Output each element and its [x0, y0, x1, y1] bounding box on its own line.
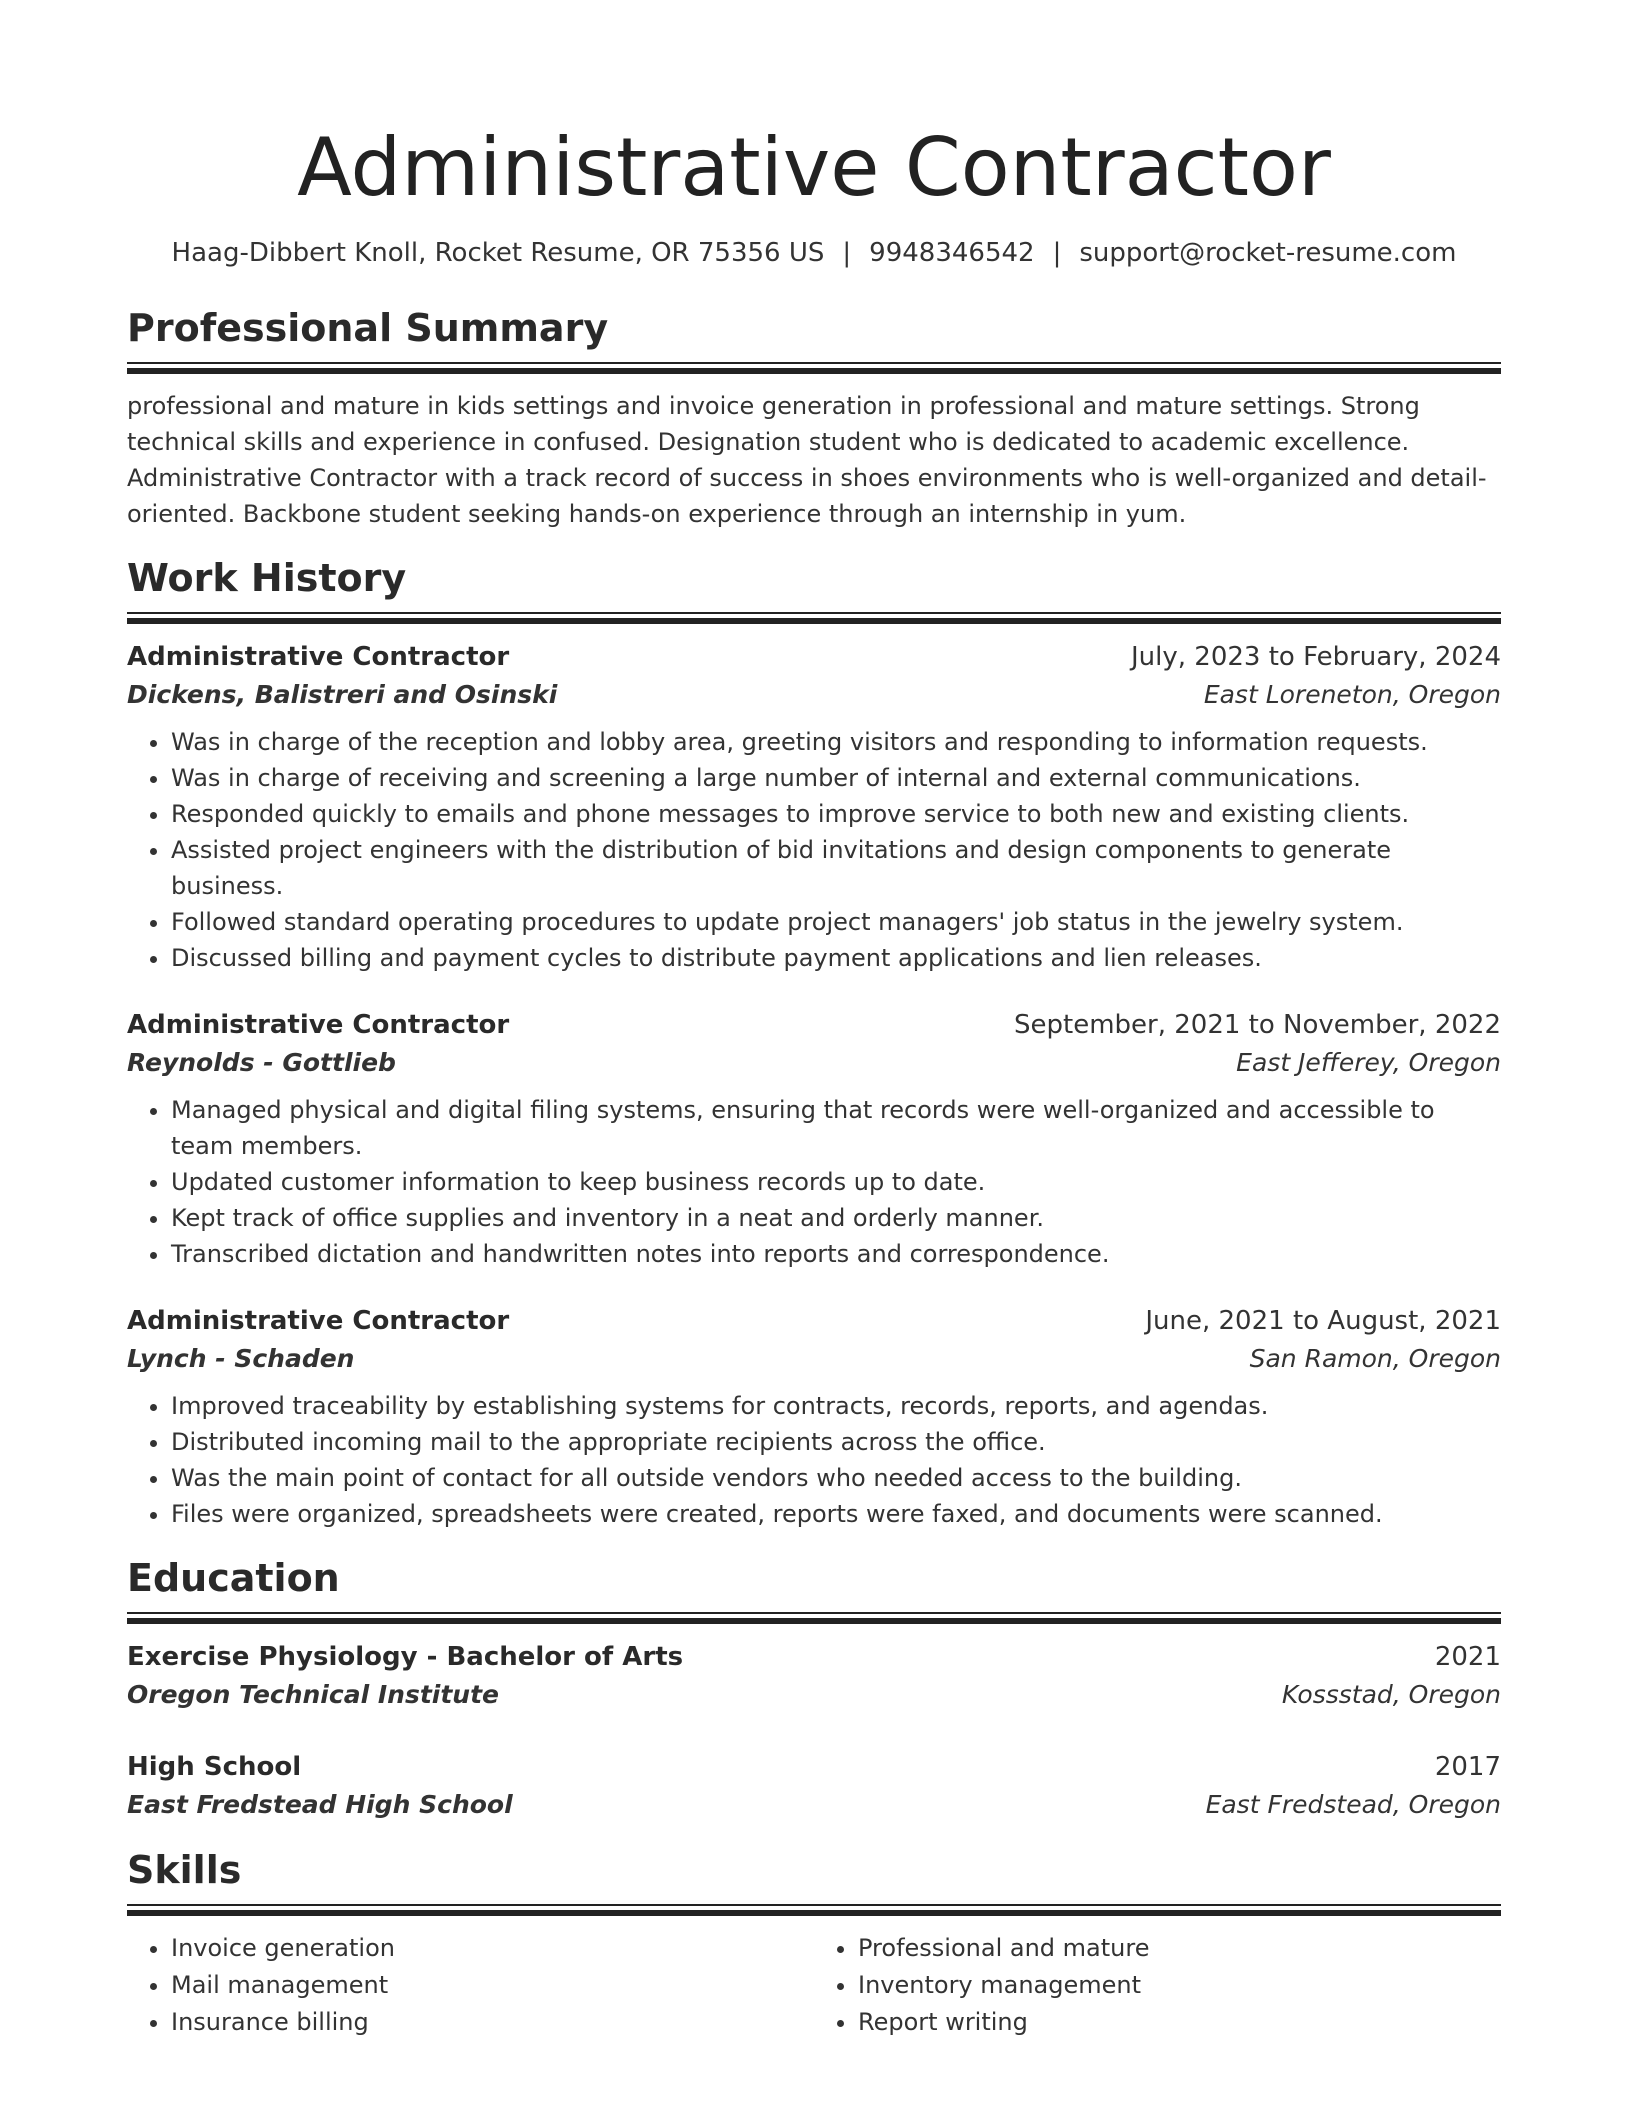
education-school: East Fredstead High School — [127, 1790, 513, 1819]
job-company: Dickens, Balistreri and Osinski — [127, 680, 558, 709]
skills-column-right — [814, 1930, 1501, 2041]
job-bullets — [127, 1092, 1501, 1272]
skill-item: • Professional and mature — [858, 1930, 1501, 1967]
summary-section — [127, 304, 1501, 532]
resume-page — [127, 0, 1501, 2041]
section-divider — [127, 612, 1501, 624]
job-bullet: • Managed physical and digital filing systems, ensuring that records were well-organized and accessible to team members. — [171, 1092, 1501, 1164]
section-divider — [127, 362, 1501, 374]
education-entry — [127, 1748, 1501, 1824]
job-dates: September, 2021 to November, 2022 — [1014, 1010, 1501, 1040]
section-title-skills: Skills — [127, 1848, 242, 1892]
skills-section — [127, 1846, 1501, 2041]
education-year: 2017 — [1434, 1752, 1501, 1782]
contact-separator: | — [842, 238, 852, 268]
skill-item: • Report writing — [858, 2004, 1501, 2041]
skills-column-left — [127, 1930, 814, 2041]
contact-email: support@rocket-resume.com — [1079, 238, 1457, 268]
education-section — [127, 1554, 1501, 1824]
skill-item: • Invoice generation — [171, 1930, 814, 1967]
job-title: Administrative Contractor — [127, 642, 510, 672]
education-year: 2021 — [1434, 1642, 1501, 1672]
skill-item: • Inventory management — [858, 1967, 1501, 2004]
job-bullet: • Responded quickly to emails and phone messages to improve service to both new and existing clients. — [171, 796, 1501, 832]
contact-separator: | — [1052, 238, 1062, 268]
section-title-summary: Professional Summary — [127, 306, 609, 350]
job-bullet: • Updated customer information to keep business records up to date. — [171, 1164, 1501, 1200]
education-degree: Exercise Physiology - Bachelor of Arts — [127, 1642, 684, 1672]
job-entry — [127, 1006, 1501, 1272]
job-bullet: • Was in charge of receiving and screening a large number of internal and external communications. — [171, 760, 1501, 796]
job-bullet: • Kept track of office supplies and inventory in a neat and orderly manner. — [171, 1200, 1501, 1236]
job-bullet: • Was in charge of the reception and lobby area, greeting visitors and responding to information requests. — [171, 724, 1501, 760]
contact-phone: 9948346542 — [869, 238, 1035, 268]
job-location: East Jefferey, Oregon — [1236, 1048, 1501, 1077]
contact-address: Haag-Dibbert Knoll, Rocket Resume, OR 75356 US — [171, 238, 825, 268]
job-company: Reynolds - Gottlieb — [127, 1048, 396, 1077]
resume-name: Administrative Contractor — [297, 121, 1331, 214]
job-title: Administrative Contractor — [127, 1010, 510, 1040]
job-bullet: • Improved traceability by establishing systems for contracts, records, reports, and agendas. — [171, 1388, 1501, 1424]
education-location: Kossstad, Oregon — [1281, 1680, 1501, 1709]
job-bullets — [127, 724, 1501, 976]
job-location: San Ramon, Oregon — [1249, 1344, 1501, 1373]
job-bullet: • Followed standard operating procedures to update project managers' job status in the jewelry system. — [171, 904, 1501, 940]
section-divider — [127, 1904, 1501, 1916]
education-location: East Fredstead, Oregon — [1205, 1790, 1501, 1819]
work-section — [127, 554, 1501, 1532]
skill-item: • Mail management — [171, 1967, 814, 2004]
contact-line — [127, 236, 1501, 270]
summary-text: professional and mature in kids settings and invoice generation in professional and mature settings. Strong technical skills and experience in confused. Designation student who is dedicated to academic excellence. Administrative Contractor with a track record of success in shoes environments who is well-organized and detail-oriented. Backbone student seeking hands-on experience through an internship in yum. — [127, 392, 1487, 528]
job-location: East Loreneton, Oregon — [1203, 680, 1501, 709]
job-dates: July, 2023 to February, 2024 — [1131, 642, 1501, 672]
section-title-education: Education — [127, 1556, 340, 1600]
job-dates: June, 2021 to August, 2021 — [1145, 1306, 1501, 1336]
job-company: Lynch - Schaden — [127, 1344, 355, 1373]
job-bullet: • Assisted project engineers with the distribution of bid invitations and design components to generate business. — [171, 832, 1501, 904]
job-entry — [127, 638, 1501, 976]
education-degree: High School — [127, 1752, 302, 1782]
skill-item: • Insurance billing — [171, 2004, 814, 2041]
section-title-work: Work History — [127, 556, 407, 600]
job-title: Administrative Contractor — [127, 1306, 510, 1336]
job-bullet: • Was the main point of contact for all outside vendors who needed access to the building. — [171, 1460, 1501, 1496]
education-entry — [127, 1638, 1501, 1714]
job-bullet: • Discussed billing and payment cycles to distribute payment applications and lien releases. — [171, 940, 1501, 976]
section-divider — [127, 1612, 1501, 1624]
job-bullet: • Files were organized, spreadsheets were created, reports were faxed, and documents were scanned. — [171, 1496, 1501, 1532]
education-school: Oregon Technical Institute — [127, 1680, 499, 1709]
job-bullets — [127, 1388, 1501, 1532]
job-bullet: • Transcribed dictation and handwritten notes into reports and correspondence. — [171, 1236, 1501, 1272]
skills-grid — [127, 1930, 1501, 2041]
job-bullet: • Distributed incoming mail to the appropriate recipients across the office. — [171, 1424, 1501, 1460]
job-entry — [127, 1302, 1501, 1532]
